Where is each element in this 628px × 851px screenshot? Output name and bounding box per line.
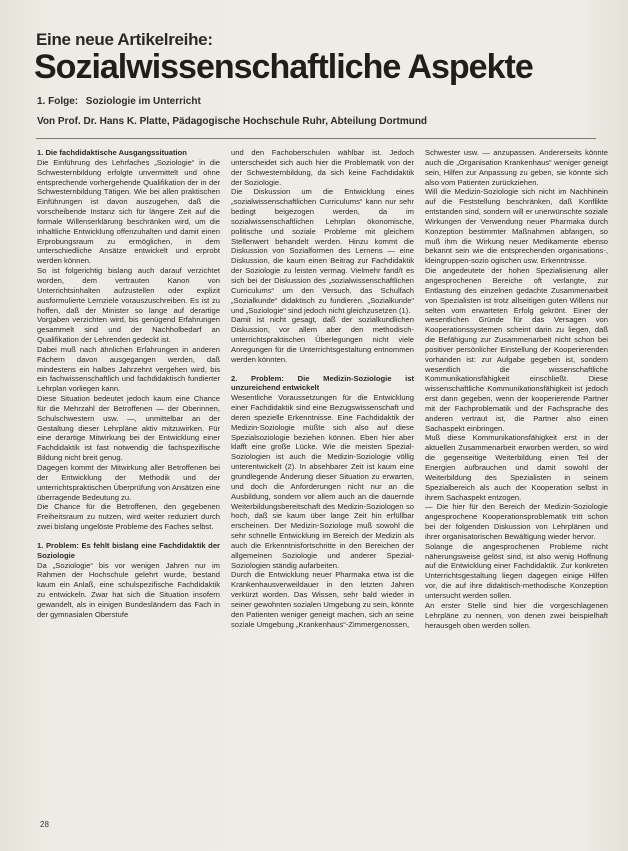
body-paragraph: Diese Situation bedeutet jedoch kaum eine Chance für die Mehrzahl der Betroffenen — der Oberinnen, Schulschwestern usw. —, unmittelbar an der Gestaltung dieser Lehrpläne aktiv mitzuwirken. Für eine derartige Mitwirkung bei der Entwicklung einer Fachdidaktik ist fast notwendig die fachspezifische Bildung nicht breit genug. [37,394,220,463]
article-headline: Sozialwissenschaftliche Aspekte [34,48,533,86]
body-paragraph: Will die Medizin-Soziologie sich nicht im Nachhinein auf die Feststellung beschränken, daß Konflikte entstanden sind, sondern will er unerwünschte soziale Wirkungen der Verwendung neuer Pharmaka durch Konzeption bestimmter Maßnahmen abfangen, so muß ihm die Wirkung neuer Medikamente ebenso bekannt sein wie die entsprechenden organisations-, kleingruppen-sozio ogischen usw. Erkenntnisse. [425,187,608,266]
series-label: 1. Folge: [37,96,79,107]
section-heading: 2. Problem: Die Medizin-Soziologie ist unzureichend entwickelt [231,373,414,393]
body-paragraph: Da „Soziologie“ bis vor wenigen Jahren nur im Rahmen der Hochschule gelehrt wurde, bestand kaum ein Anlaß, eine schulspezifische Fachdidaktik zu entwickeln. Zwar hat sich die Situation insofern gewandelt, als in einigen Bundesländern das Fach in der gymnasialen Oberstufe [37,560,220,619]
body-paragraph: Durch die Entwicklung neuer Pharmaka etwa ist die Krankenhausverweildauer in den letzten Jahren verkürzt worden. Das Wissen, sehr bald wieder in seiner gewohnten sozialen Umgebung zu sein, könnte den Patienten weniger geneigt machen, sich an seine soziale Umgebung „Krankenhaus“-Zimmergenossen, [231,570,414,629]
body-paragraph: Die Einführung des Lehrfaches „Soziologie“ in die Schwesternbildung erfolgte unvermittelt und ohne entsprechende vorhergehende Qualifikation der in der Schwesternbildung Tätigen. Wie bei allen praktischen Einführungen ist davon auszugehen, daß die vorscheibende Instanz sich für längere Zeit auf die formale Willenserklärung beschränken wird, um die inhaltliche Entwicklung offenzuhalten und damit einen Erprobungsraum zu ermöglichen, in dem unterschiedliche Ansätze entwickelt und erprobt werden können. [37,157,220,266]
text-column-2 [231,148,414,828]
header-divider [36,138,596,139]
section-heading: 1. Die fachdidaktische Ausgangssituation [37,148,187,157]
series-kicker: Eine neue Artikelreihe: [36,30,213,49]
text-column-1 [37,148,220,828]
body-paragraph: An erster Stelle sind hier die vorgeschlagenen Lehrpläne zu nennen, von denen zwei beispielhaft herausgeh oben werden sollen. [425,600,608,630]
section-heading: 1. Problem: Es fehlt bislang eine Fachdidaktik der Soziologie [37,540,220,560]
body-paragraph: Solange die angesprochenen Probleme nicht näherungsweise gelöst sind, ist also wenig Hoffnung auf die Entwicklung einer Fachdidaktik. Zur konkreten Unterrichtsgestaltung liegen dagegen einige Hilfen vor, die auf ihre didaktisch-methodische Konzeption untersucht werden sollen. [425,541,608,600]
body-paragraph: Dabei muß nach ähnlichen Erfahrungen in anderen Fächern davon ausgegangen werden, daß mindestens ein halbes Jahrzehnt vergehen wird, bis ein fachwissenschaftlich und fachdidaktisch fundierter Lehrplan vorliegen kann. [37,344,220,394]
author-byline: Von Prof. Dr. Hans K. Platte, Pädagogische Hochschule Ruhr, Abteilung Dortmund [37,116,428,127]
page-number: 28 [40,820,49,829]
body-paragraph: Damit ist nicht gesagt, daß der sozialkundlichen Diskussion, vor allem aber den methodisch-unterrichtspraktischen Überlegungen nicht viele Anregungen für die Unterrichtsgestaltung entnommen werden könnten. [231,315,414,364]
body-paragraph: Muß diese Kommunikationsfähigkeit erst in der aktuellen Zusammenarbeit erworben werden, so wird die gegenseitige Weiterbildung einen Teil der Energien aufbrauchen und damit sowohl der Weiterbildung des Spezialisten in seinem Spezialbereich als auch der Kooperation selbst in ihrem Sachaspekt entzogen. [425,433,608,502]
body-paragraph: Die Diskussion um die Entwicklung eines „sozialwissenschaftlichen Curriculums“ kann nur sehr bedingt beigezogen werden, da im sozialwissenschaftlichen Lehrplan ökonomische, politische und soziale Probleme mit gleichem Stellenwert behandelt werden. Hinzu kommt die Diskussion von Sozialformen des Lernens — eine Diskussion, die kaum einen Beitrag zur Fachdidaktik der Soziologie zu leisten vermag. Vielmehr fand/t es sich bei der Diskussion des „sozialwissenschaftlichen Curriculums“ um den Versuch, das Schulfach „Sozialkunde“ didaktisch zu fundieren. „Sozialkunde“ und „Soziologie“ sind jedoch nicht gleichzusetzen (1). [231,187,414,315]
body-paragraph: Die angedeutete der hohen Spezialisierung aller angesprochenen Bereiche oft verlangte, zur Entlastung des einzelnen gedachte Zusammenarbeit von Spezialisten ist trotz allseitigen guten Willens nur selten vom erwarteten Erfolg gekrönt. Einer der wesentlichen Gründe für das Versagen von Kooperationssystemen scheint darin zu liegen, daß die Befähigung zur Zusammenarbeit nicht schon bei positiver persönlicher Einstellung der Kooperierenden vorhanden ist: zur Aufgabe gegeben ist, sondern wesentlich die wissenschaftliche Kommunikationsfähigkeit einschließt. Diese wissenschaftliche Kommunikationsfähigkeit ist jedoch erst dann gegeben, wenn der kooperierende Partner mit der Fachproblematik und der Fachsprache des anderen vertraut ist, die Partner also einen Sachaspekt einbringen. [425,266,608,433]
body-paragraph: So ist folgerichtig bislang auch darauf verzichtet worden, dem vertrauten Kanon von Unterrichtsinhalten aufzustellen oder explizit ausformulierte Lernziele vorauszuschreiben. Es ist zu hoffen, daß der Minister so lange auf derartige Vorgaben verzichten wird, bis genügend Erfahrungen gesammelt sind und der Nachholbedarf an Qualifikation der Lehrenden gedeckt ist. [37,266,220,345]
series-topic: Soziologie im Unterricht [85,96,201,107]
body-paragraph: — Die hier für den Bereich der Medizin-Soziologie angesprochene Kooperationsproblematik tritt schon bei der folgenden Diskussion von Lehrplänen und ihrer organisatorischen Bewältigung wieder hervor. [425,502,608,541]
body-paragraph: Schwester usw. — anzupassen. Andererseits könnte auch die „Organisation Krankenhaus“ weniger geneigt sein, Hilfen zur Anpassung zu geben, sie könnte sich also vom Patienten zurückziehen. [425,148,608,187]
body-paragraph: und den Fachoberschulen wählbar ist. Jedoch unterscheidet sich auch hier die Problematik von der der Schwesternbildung, da sich keine Fachdidaktik der Soziologie. [231,148,414,187]
body-paragraph: Dagegen kommt der Mitwirkung aller Betroffenen bei der Entwicklung der Methodik und der unterrichtspraktischen Überprüfung von Ansätzen eine überragende Bedeutung zu. [37,463,220,502]
text-column-3 [425,148,608,828]
series-line [37,96,201,107]
body-paragraph: Die Chance für die Betroffenen, den gegebenen Freiheitsraum zu nutzen, wird weiter reduziert durch zwei bislang ungelöste Probleme des Faches selbst. [37,502,220,532]
body-paragraph: Wesentliche Voraussetzungen für die Entwicklung einer Fachdidaktik sind eine Bezugswissenschaft und deren spezielle Erkenntnisse. Eine Fachdidaktik der Medizin-Soziologie müßte sich also auf diese Spezialsoziologie beziehen können. Eben hier aber klafft eine große Lücke. Wie die meisten Spezial-Soziologien ist auch die Medizin-Soziologie völlig unterentwickelt (2). In absehbarer Zeit ist kaum eine grundlegende Änderung dieser Situation zu erwarten, und doch die Anforderungen nicht nur an die Ausbildung, sondern vor allem auch an die dauernde Weiterbildungsbereitschaft des Medizin-Soziologen so hoch, daß sie kaum über lange Zeit hin erfüllbar erscheinen. Der Medizin-Soziologe muß sowohl die sehr schnelle Entwicklung im Bereich der Medizin als auch die Erkenntnisfortschritte in den Bereichen der allgemeinen Soziologie und anderer Spezial-Soziologien ständig aufarbeiten. [231,393,414,570]
